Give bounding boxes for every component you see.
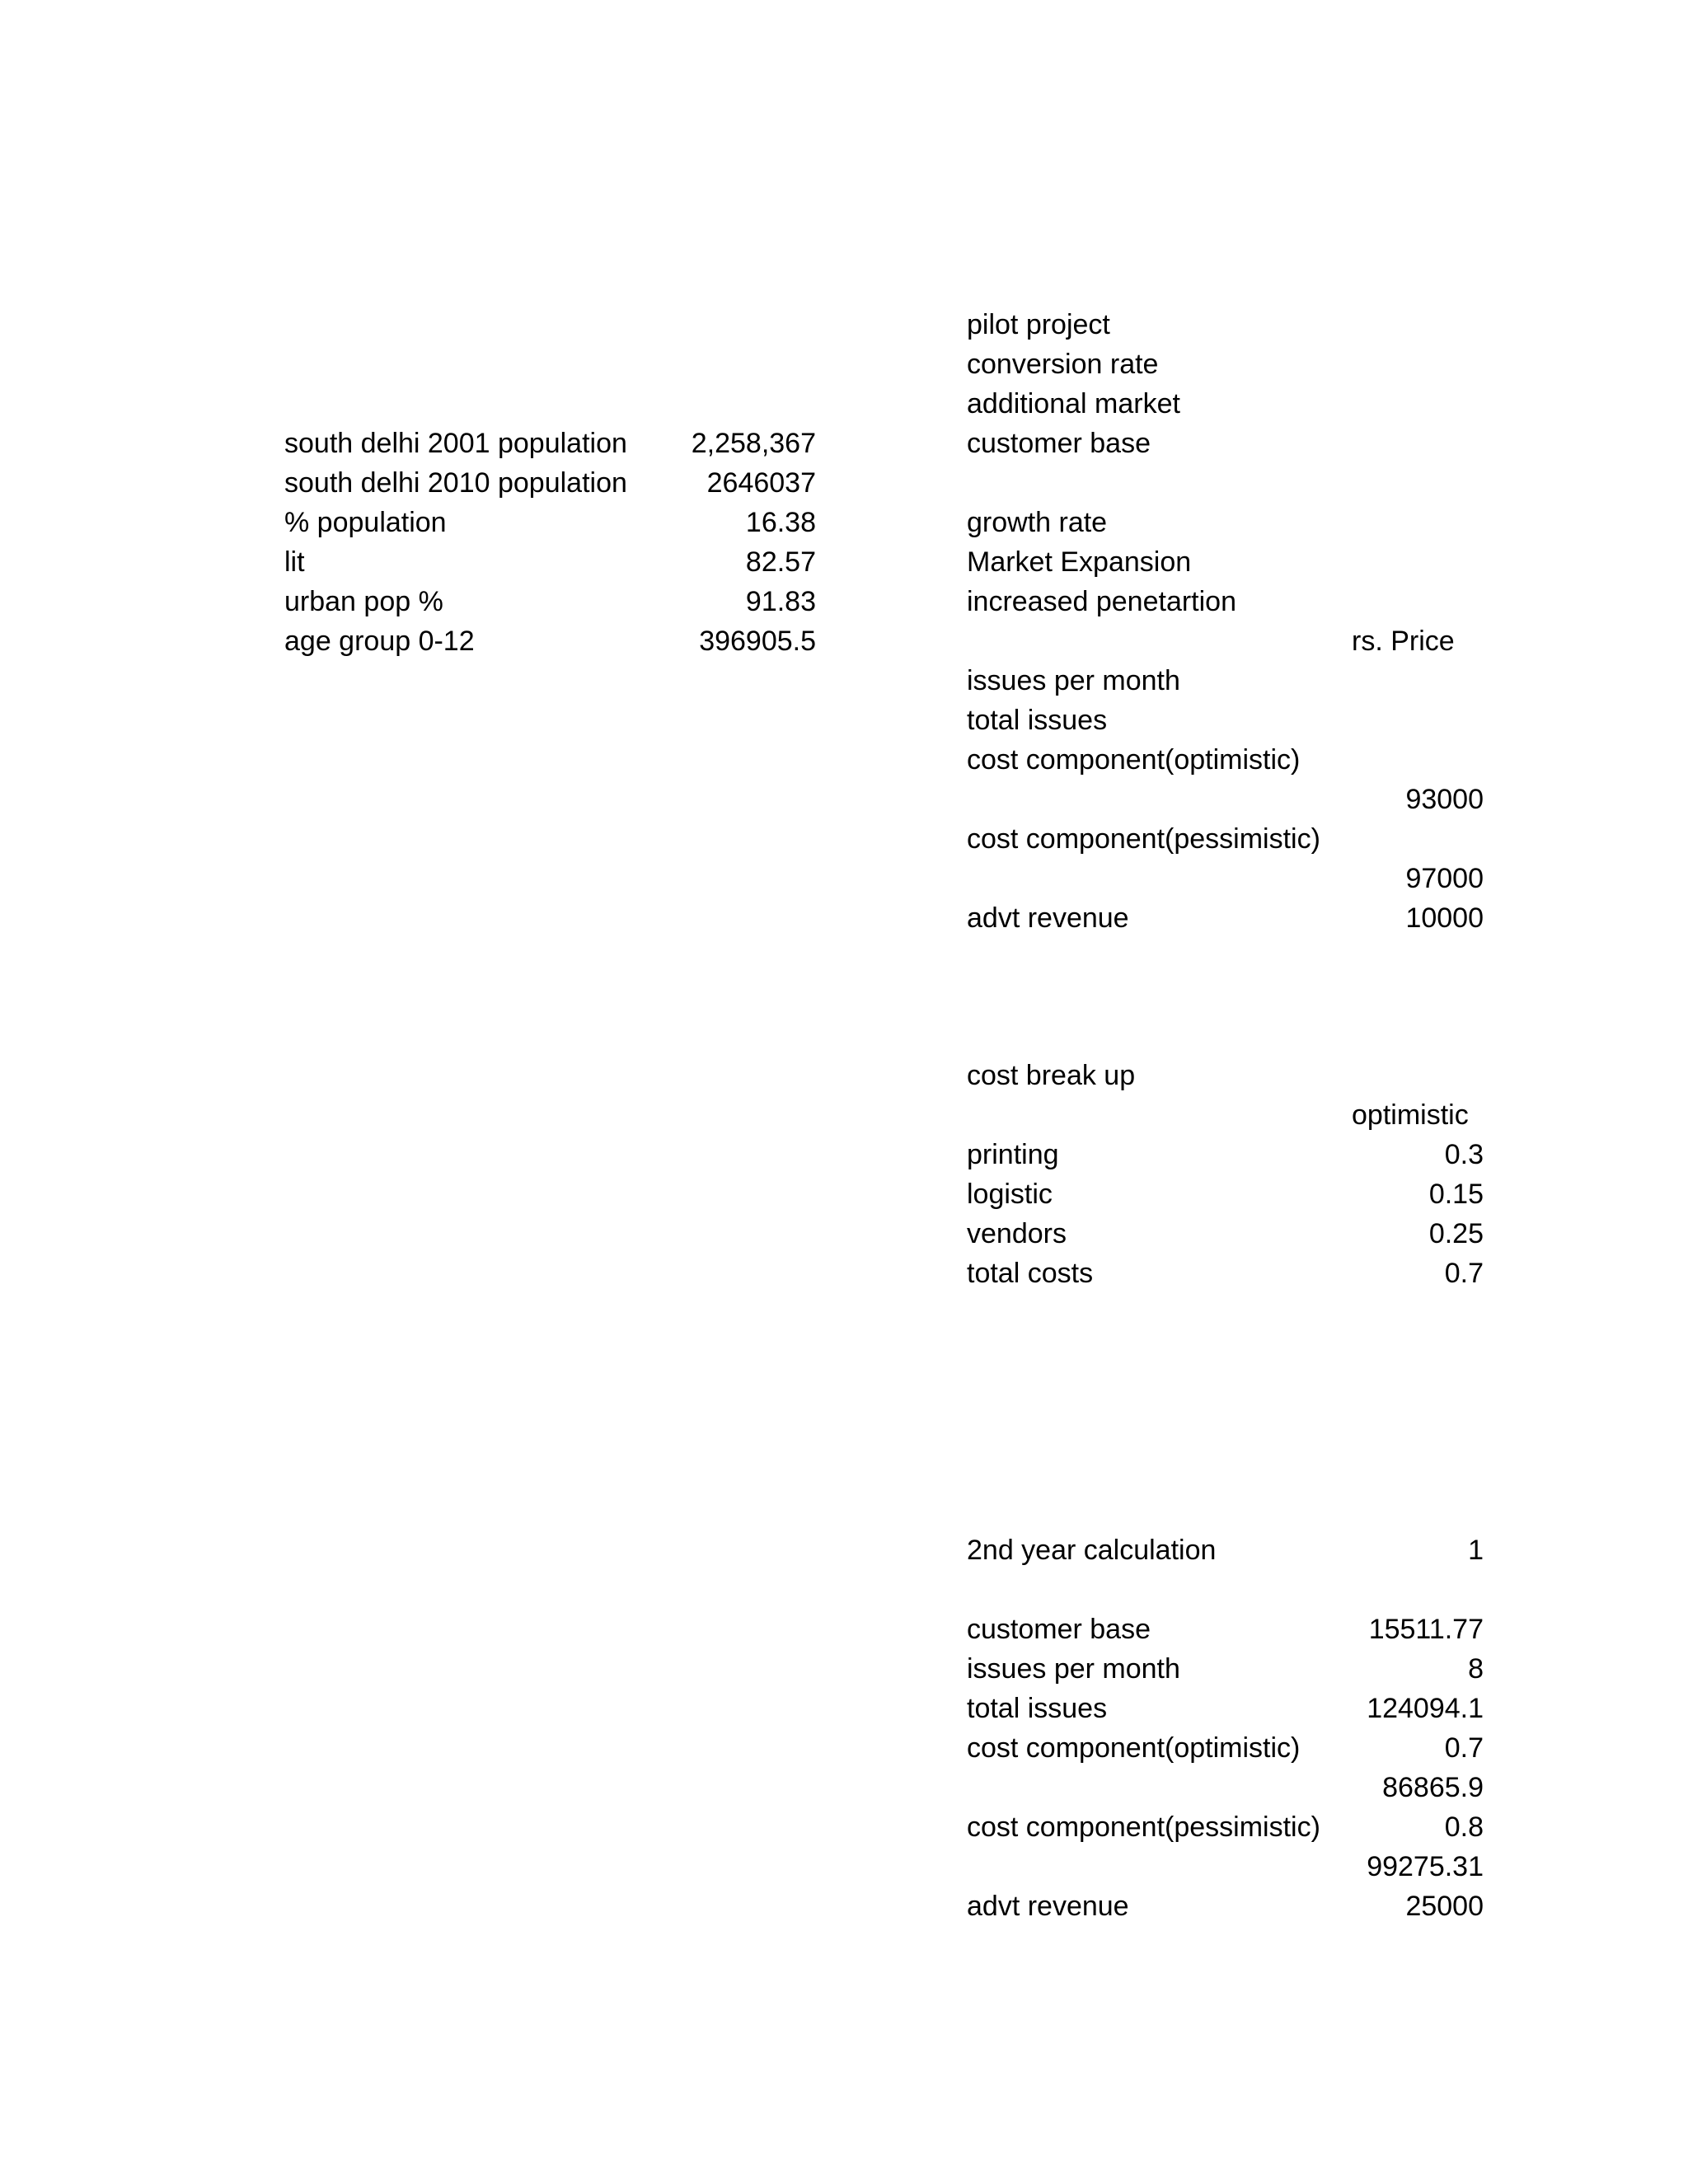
advt-revenue-label: advt revenue <box>967 902 1129 934</box>
total-costs-label: total costs <box>967 1258 1094 1289</box>
conversion-rate-label: conversion rate <box>967 349 1159 380</box>
cost-pessimistic-label: cost component(pessimistic) <box>967 823 1320 855</box>
second-year-advt-revenue-value: 25000 <box>1405 1891 1484 1922</box>
second-year-cost-pessimistic-label: cost component(pessimistic) <box>967 1811 1320 1843</box>
literacy-label: lit <box>284 546 305 578</box>
urban-pop-value: 91.83 <box>745 586 816 617</box>
urban-pop-label: urban pop % <box>284 586 443 617</box>
printing-value: 0.3 <box>1444 1139 1484 1170</box>
second-year-total-issues-label: total issues <box>967 1693 1108 1724</box>
cost-pessimistic-value: 97000 <box>1405 863 1484 894</box>
cost-breakup-column-header: optimistic <box>1352 1099 1469 1131</box>
second-year-cost-optimistic-value: 86865.9 <box>1382 1772 1484 1803</box>
population-percent-label: % population <box>284 507 447 538</box>
advt-revenue-value: 10000 <box>1405 902 1484 934</box>
age-group-label: age group 0-12 <box>284 626 475 657</box>
second-year-cost-pessimistic-value: 99275.31 <box>1367 1851 1484 1882</box>
customer-base-label: customer base <box>967 428 1151 459</box>
market-expansion-label: Market Expansion <box>967 546 1192 578</box>
second-year-title: 2nd year calculation <box>967 1535 1217 1566</box>
printing-label: printing <box>967 1139 1059 1170</box>
total-costs-value: 0.7 <box>1444 1258 1484 1289</box>
second-year-cost-pessimistic-factor: 0.8 <box>1444 1811 1484 1843</box>
age-group-value: 396905.5 <box>699 626 816 657</box>
population-2001-value: 2,258,367 <box>691 428 816 459</box>
population-2001-label: south delhi 2001 population <box>284 428 627 459</box>
population-2010-label: south delhi 2010 population <box>284 467 627 499</box>
second-year-customer-base-label: customer base <box>967 1614 1151 1645</box>
growth-rate-label: growth rate <box>967 507 1108 538</box>
second-year-cost-optimistic-factor: 0.7 <box>1444 1732 1484 1764</box>
second-year-issues-per-month-label: issues per month <box>967 1653 1180 1685</box>
additional-market-label: additional market <box>967 388 1180 419</box>
cost-optimistic-label: cost component(optimistic) <box>967 744 1301 776</box>
second-year-issues-per-month-value: 8 <box>1468 1653 1484 1685</box>
population-percent-value: 16.38 <box>745 507 816 538</box>
price-header: rs. Price <box>1352 626 1455 657</box>
issues-per-month-label: issues per month <box>967 665 1180 696</box>
second-year-customer-base-value: 15511.77 <box>1368 1614 1484 1645</box>
logistic-label: logistic <box>967 1179 1053 1210</box>
vendors-value: 0.25 <box>1428 1218 1484 1249</box>
second-year-title-value: 1 <box>1468 1535 1484 1566</box>
total-issues-label: total issues <box>967 705 1108 736</box>
second-year-total-issues-value: 124094.1 <box>1367 1693 1484 1724</box>
population-2010-value: 2646037 <box>706 467 816 499</box>
logistic-value: 0.15 <box>1428 1179 1484 1210</box>
cost-optimistic-value: 93000 <box>1405 784 1484 815</box>
pilot-project-label: pilot project <box>967 309 1110 340</box>
literacy-value: 82.57 <box>745 546 816 578</box>
vendors-label: vendors <box>967 1218 1067 1249</box>
second-year-advt-revenue-label: advt revenue <box>967 1891 1129 1922</box>
increased-penetration-label: increased penetartion <box>967 586 1237 617</box>
second-year-cost-optimistic-label: cost component(optimistic) <box>967 1732 1301 1764</box>
cost-breakup-title: cost break up <box>967 1060 1136 1091</box>
